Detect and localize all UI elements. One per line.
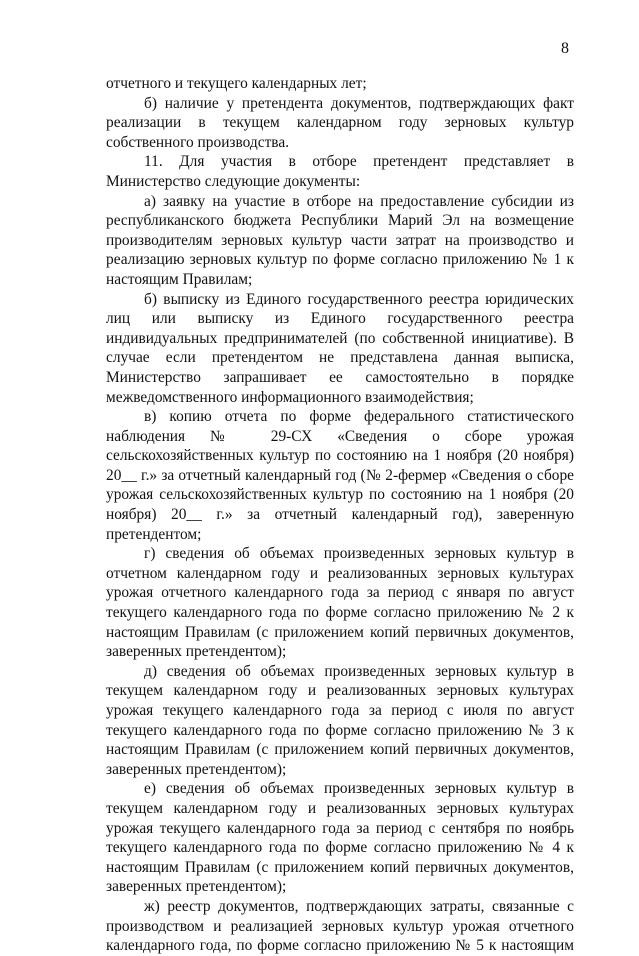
paragraph-item-b-1: б) наличие у претендента документов, подтверждающих факт реализации в текущем календарном году зерновых культур собственного производства.	[106, 94, 574, 151]
paragraph-item-g: г) сведения об объемах произведенных зерновых культур в отчетном календарном году и реализованных зерновых культурах урожая отчетного календарного года за период с января по август текущего календарного года по форме согласно приложению № 2 к настоящим Правилам (с приложением копий первичных документов, заверенных претендентом);	[106, 545, 574, 661]
paragraph-item-zh: ж) реестр документов, подтверждающих затраты, связанные с производством и реализацией зерновых культур урожая отчетного календарного года, по форме согласно приложению № 5 к настоящим	[106, 897, 574, 955]
paragraph-item-b-2: б) выписку из Единого государственного реестра юридических лиц или выписку из Единого государственного реестра индивидуальных предпринимателей (по собственной инициативе). В случае если претендентом не представлена данная выписка, Министерство запрашивает ее самостоятельно в порядке межведомственного информационного взаимодействия;	[106, 290, 574, 406]
paragraph-continuation: отчетного и текущего календарных лет;	[106, 75, 367, 92]
paragraph-item-e: е) сведения об объемах произведенных зерновых культур в текущем календарном году и реализованных зерновых культурах урожая текущего календарного года за период с сентября по ноябрь текущего календарного года по форме согласно приложению № 4 к настоящим Правилам (с приложением копий первичных документов, заверенных претендентом);	[106, 780, 574, 896]
paragraph-item-v: в) копию отчета по форме федерального статистического наблюдения № 29-СХ «Сведения о сборе урожая сельскохозяйственных культур по состоянию на 1 ноября (20 ноября) 20__ г.» за отчетный календарный год (№ 2-фермер «Сведения о сборе урожая сельскохозяйственных культур по состоянию на 1 ноября (20 ноября) 20__ г.» за отчетный календарный год), заверенную претендентом;	[106, 408, 574, 543]
paragraph-item-a: а) заявку на участие в отборе на предоставление субсидии из республиканского бюджета Республики Марий Эл на возмещение производителям зерновых культур части затрат на производство и реализацию зерновых культур по форме согласно приложению № 1 к настоящим Правилам;	[106, 192, 574, 288]
paragraph-item-d: д) сведения об объемах произведенных зерновых культур в текущем календарном году и реализованных зерновых культурах урожая текущего календарного года за период с июля по август текущего календарного года по форме согласно приложению № 3 к настоящим Правилам (с приложением копий первичных документов, заверенных претендентом);	[106, 662, 574, 778]
document-body	[106, 74, 574, 956]
page-number: 8	[561, 40, 569, 57]
paragraph-clause-11: 11. Для участия в отборе претендент представляет в Министерство следующие документы:	[106, 153, 574, 190]
